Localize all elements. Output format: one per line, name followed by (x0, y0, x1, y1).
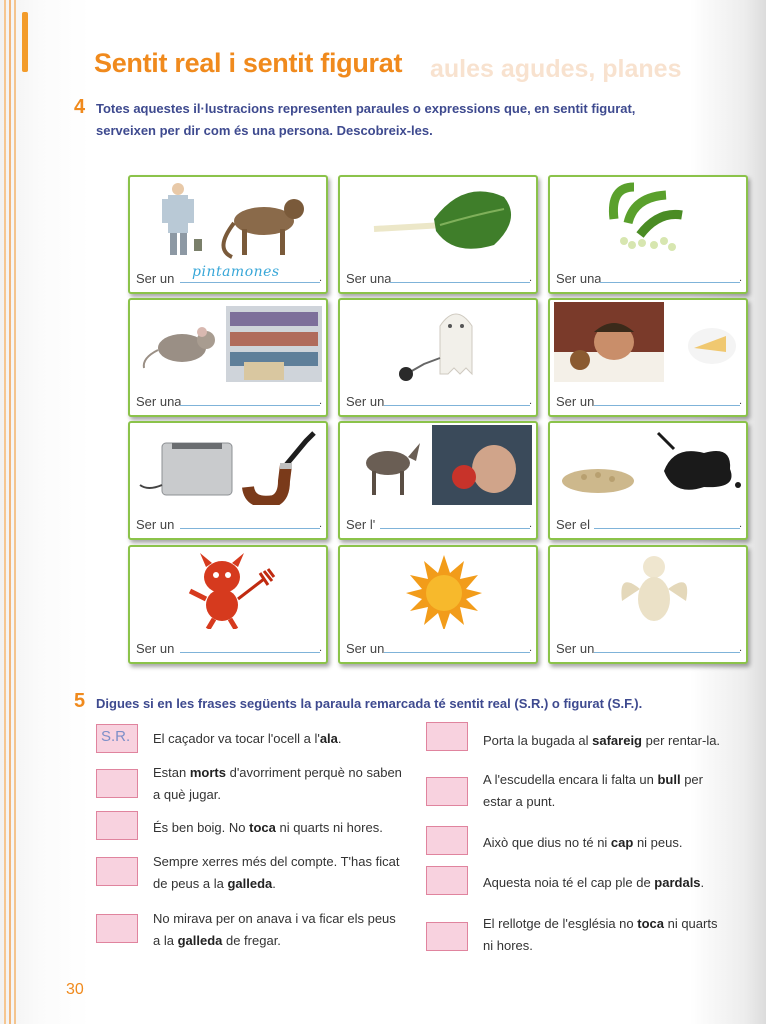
card-toaster-pipe: Ser un . (128, 421, 328, 540)
card-10-prefix: Ser un (136, 641, 175, 656)
exercise-4-instruction-line-2: serveixen per dir com és una persona. Descobreix-les. (96, 123, 433, 138)
card-11-prefix: Ser un (346, 641, 385, 656)
card-8-answer-line[interactable] (380, 528, 530, 529)
sentence-left-4: Sempre xerres més del compte. T'has ficat de peus a la galleda. (153, 854, 400, 891)
orange-bookmark-bar (22, 12, 28, 72)
card-7-prefix: Ser un (136, 517, 175, 532)
sentence-right-3: Això que dius no té ni cap ni peus. (483, 835, 683, 850)
donkey-boxer-illustration (344, 425, 532, 505)
chickpeas-ink-illustration (554, 425, 742, 505)
card-12-answer-line[interactable] (594, 652, 740, 653)
devil-illustration (134, 549, 322, 629)
answer-box-text: S.R. (101, 728, 131, 745)
card-green-beans: Ser una . (548, 175, 748, 294)
card-chard: Ser una . (338, 175, 538, 294)
card-2-prefix: Ser una (346, 271, 392, 286)
cherub-statue-illustration (554, 549, 742, 629)
mouse-library-illustration (134, 302, 322, 382)
card-1-answer-line[interactable] (180, 282, 320, 283)
sentence-left-3: És ben boig. No toca ni quarts ni hores. (153, 820, 383, 835)
sentence-left-2: Estan morts d'avorriment perquè no saben a què jugar. (153, 765, 402, 802)
answer-box[interactable] (96, 724, 138, 753)
card-painter-monkey: Ser un pintamones . (128, 175, 328, 294)
sentence-right-5: El rellotge de l'església no toca ni quarts ni hores. (483, 916, 718, 953)
answer-box[interactable] (426, 866, 468, 895)
answer-box[interactable] (426, 722, 468, 751)
card-3-answer-line[interactable] (600, 282, 740, 283)
ghost-illustration (344, 302, 532, 382)
sentence-left-5: No mirava per on anava i va ficar els peus a la galleda de fregar. (153, 911, 396, 948)
page-number: 30 (66, 981, 84, 998)
sleeping-boy-illustration (554, 302, 742, 382)
card-donkey-boxer: Ser l' . (338, 421, 538, 540)
card-6-answer-line[interactable] (594, 405, 740, 406)
card-12-prefix: Ser un (556, 641, 595, 656)
card-2-answer-line[interactable] (390, 282, 530, 283)
answer-box[interactable] (426, 826, 468, 855)
answer-box[interactable] (96, 769, 138, 798)
exercise-5-number: 5 (74, 690, 86, 712)
card-5-prefix: Ser un (346, 394, 385, 409)
answer-box[interactable] (426, 777, 468, 806)
chard-illustration (344, 179, 532, 259)
card-sleeping-boy: Ser un . (548, 298, 748, 417)
card-9-answer-line[interactable] (594, 528, 740, 529)
card-ghost: Ser un . (338, 298, 538, 417)
card-mouse-library: Ser una . (128, 298, 328, 417)
card-3-prefix: Ser una (556, 271, 602, 286)
sun-illustration (344, 549, 532, 629)
card-5-answer-line[interactable] (384, 405, 530, 406)
sentence-left-1: El caçador va tocar l'ocell a l'ala. (153, 731, 342, 746)
card-sun: Ser un . (338, 545, 538, 664)
sentence-right-2: A l'escudella encara li falta un bull per estar a punt. (483, 772, 703, 809)
card-4-prefix: Ser una (136, 394, 182, 409)
exercise-4-number: 4 (74, 96, 86, 118)
toaster-pipe-illustration (134, 425, 322, 505)
card-1-prefix: Ser un (136, 271, 175, 286)
exercise-4-instruction-line-1: Totes aquestes il·lustracions representen paraules o expressions que, en sentit figurat, (96, 101, 636, 116)
card-chickpeas-ink: Ser el . (548, 421, 748, 540)
answer-box[interactable] (426, 922, 468, 951)
card-1-answer[interactable]: pintamones (192, 264, 280, 280)
card-11-answer-line[interactable] (384, 652, 530, 653)
sentence-right-4: Aquesta noia té el cap ple de pardals. (483, 875, 705, 890)
green-beans-illustration (554, 179, 742, 259)
card-4-answer-line[interactable] (180, 405, 320, 406)
card-8-prefix: Ser l' (346, 517, 376, 532)
card-cherub: Ser un . (548, 545, 748, 664)
page-spine-edges (0, 0, 34, 1024)
card-devil: Ser un . (128, 545, 328, 664)
answer-box[interactable] (96, 811, 138, 840)
card-10-answer-line[interactable] (180, 652, 320, 653)
painter-monkey-illustration (134, 179, 322, 259)
bleed-through-heading: aules agudes, planes (430, 55, 682, 83)
card-9-prefix: Ser el (556, 517, 590, 532)
exercise-5-instruction: Digues si en les frases següents la paraula remarcada té sentit real (S.R.) o figurat (S.F.). (96, 696, 643, 711)
sentence-right-1: Porta la bugada al safareig per rentar-la. (483, 733, 721, 748)
card-6-prefix: Ser un (556, 394, 595, 409)
card-7-answer-line[interactable] (180, 528, 320, 529)
answer-box[interactable] (96, 914, 138, 943)
page-title: Sentit real i sentit figurat (94, 48, 403, 78)
answer-box[interactable] (96, 857, 138, 886)
